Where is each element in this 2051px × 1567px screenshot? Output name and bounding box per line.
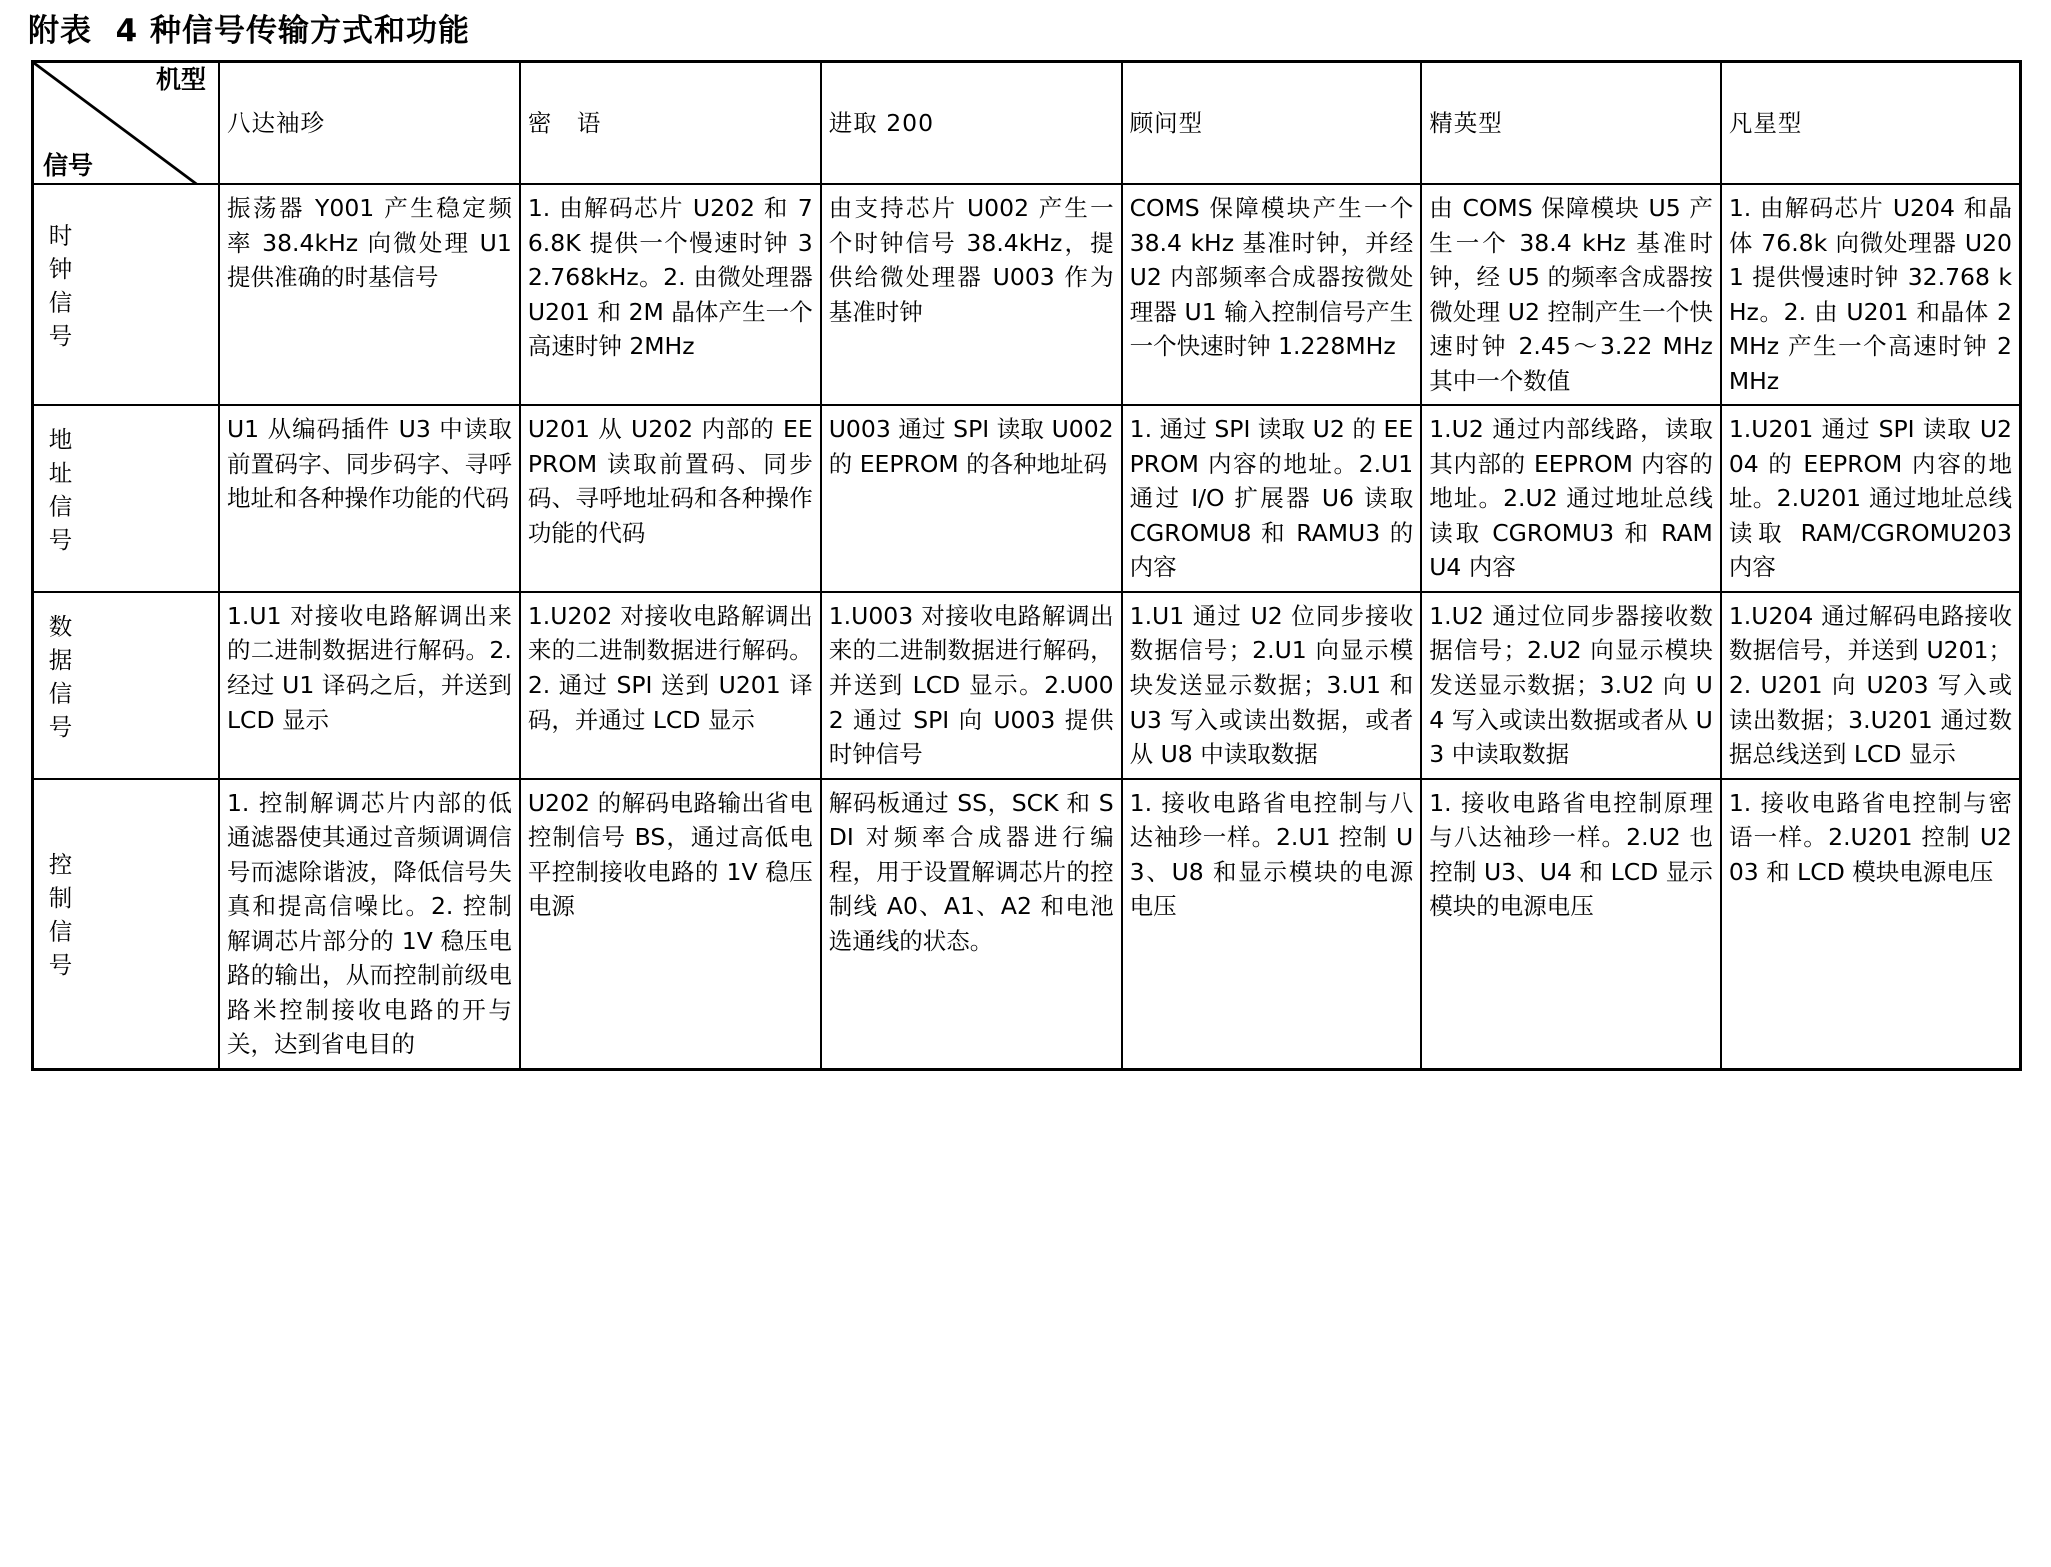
column-header-0: 八达袖珍 (219, 62, 520, 185)
cell-r0-c2: 由支持芯片 U002 产生一个时钟信号 38.4kHz，提供给微处理器 U003 作为基准时钟 (821, 184, 1122, 405)
cell-r3-c0: 1. 控制解调芯片内部的低通滤器使其通过音频调调信号而滤除谐波，降低信号失真和提高信噪比。2. 控制解调芯片部分的 1V 稳压电路的输出，从而控制前级电路米控制接收电路的开与关，达到省电目的 (219, 779, 520, 1070)
row-label-text: 数据信号 (44, 613, 73, 748)
signal-transmission-table (31, 60, 2022, 1071)
cell-r0-c4: 由 COMS 保障模块 U5 产生一个 38.4 kHz 基准时钟，经 U5 的频率含成器按微处理 U2 控制产生一个快速时钟 2.45～3.22 MHz 其中一个数值 (1421, 184, 1721, 405)
column-header-2: 进取 200 (821, 62, 1122, 185)
cell-r1-c0: U1 从编码插件 U3 中读取前置码字、同步码字、寻呼地址和各种操作功能的代码 (219, 405, 520, 592)
header-corner-cell (33, 62, 219, 185)
column-header-4: 精英型 (1421, 62, 1721, 185)
cell-r0-c0: 振荡器 Y001 产生稳定频率 38.4kHz 向微处理 U1 提供准确的时基信号 (219, 184, 520, 405)
cell-r1-c2: U003 通过 SPI 读取 U002 的 EEPROM 的各种地址码 (821, 405, 1122, 592)
cell-r1-c4: 1.U2 通过内部线路，读取其内部的 EEPROM 内容的地址。2.U2 通过地址总线读取 CGROMU3 和 RAMU4 内容 (1421, 405, 1721, 592)
header-signal-label: 信号 (43, 151, 94, 181)
row-label-text: 时钟信号 (44, 222, 73, 357)
cell-r2-c0: 1.U1 对接收电路解调出来的二进制数据进行解码。2. 经过 U1 译码之后，并送到 LCD 显示 (219, 592, 520, 779)
table-row (33, 405, 2021, 592)
row-label-data (33, 592, 219, 779)
row-label-clock (33, 184, 219, 405)
table-header-row (33, 62, 2021, 185)
table-row (33, 592, 2021, 779)
table-row (33, 184, 2021, 405)
cell-r3-c1: U202 的解码电路输出省电控制信号 BS，通过高低电平控制接收电路的 1V 稳压电源 (520, 779, 821, 1070)
cell-r2-c4: 1.U2 通过位同步器接收数据信号；2.U2 向显示模块发送显示数据；3.U2 向 U4 写入或读出数据或者从 U3 中读取数据 (1421, 592, 1721, 779)
column-header-3: 顾问型 (1122, 62, 1422, 185)
cell-r0-c5: 1. 由解码芯片 U204 和晶体 76.8k 向微处理器 U201 提供慢速时钟 32.768 kHz。2. 由 U201 和晶体 2MHz 产生一个高速时钟 2 MHz (1721, 184, 2021, 405)
cell-r1-c1: U201 从 U202 内部的 EEPROM 读取前置码、同步码、寻呼地址码和各种操作功能的代码 (520, 405, 821, 592)
row-label-text: 地址信号 (44, 426, 73, 561)
row-label-text: 控制信号 (44, 851, 73, 986)
cell-r2-c5: 1.U204 通过解码电路接收数据信号，并送到 U201；2. U201 向 U203 写入或读出数据；3.U201 通过数据总线送到 LCD 显示 (1721, 592, 2021, 779)
cell-r2-c2: 1.U003 对接收电路解调出来的二进制数据进行解码，并送到 LCD 显示。2.U002 通过 SPI 向 U003 提供时钟信号 (821, 592, 1122, 779)
cell-r3-c3: 1. 接收电路省电控制与八达袖珍一样。2.U1 控制 U3、U8 和显示模块的电源电压 (1122, 779, 1422, 1070)
table-row (33, 779, 2021, 1070)
cell-r2-c1: 1.U202 对接收电路解调出来的二进制数据进行解码。2. 通过 SPI 送到 U201 译码，并通过 LCD 显示 (520, 592, 821, 779)
cell-r3-c2: 解码板通过 SS，SCK 和 SDI 对频率合成器进行编程，用于设置解调芯片的控制线 A0、A1、A2 和电池选通线的状态。 (821, 779, 1122, 1070)
header-model-label: 机型 (155, 65, 206, 95)
cell-r2-c3: 1.U1 通过 U2 位同步接收数据信号；2.U1 向显示模块发送显示数据；3.U1 和 U3 写入或读出数据，或者从 U8 中读取数据 (1122, 592, 1422, 779)
cell-r1-c3: 1. 通过 SPI 读取 U2 的 EEPROM 内容的地址。2.U1 通过 I/O 扩展器 U6 读取 CGROMU8 和 RAMU3 的内容 (1122, 405, 1422, 592)
row-label-address (33, 405, 219, 592)
cell-r0-c3: COMS 保障模块产生一个 38.4 kHz 基准时钟，并经 U2 内部频率合成器按微处理器 U1 输入控制信号产生一个快速时钟 1.228MHz (1122, 184, 1422, 405)
row-label-control (33, 779, 219, 1070)
column-header-5: 凡星型 (1721, 62, 2021, 185)
cell-r1-c5: 1.U201 通过 SPI 读取 U204 的 EEPROM 内容的地址。2.U201 通过地址总线读取 RAM/CGROMU203 内容 (1721, 405, 2021, 592)
page-title: 附表 4 种信号传输方式和功能 (28, 13, 470, 49)
cell-r3-c4: 1. 接收电路省电控制原理与八达袖珍一样。2.U2 也控制 U3、U4 和 LCD 显示模块的电源电压 (1421, 779, 1721, 1070)
cell-r0-c1: 1. 由解码芯片 U202 和 76.8K 提供一个慢速时钟 32.768kHz。2. 由微处理器 U201 和 2M 晶体产生一个高速时钟 2MHz (520, 184, 821, 405)
column-header-1: 密 语 (520, 62, 821, 185)
cell-r3-c5: 1. 接收电路省电控制与密语一样。2.U201 控制 U203 和 LCD 模块电源电压 (1721, 779, 2021, 1070)
